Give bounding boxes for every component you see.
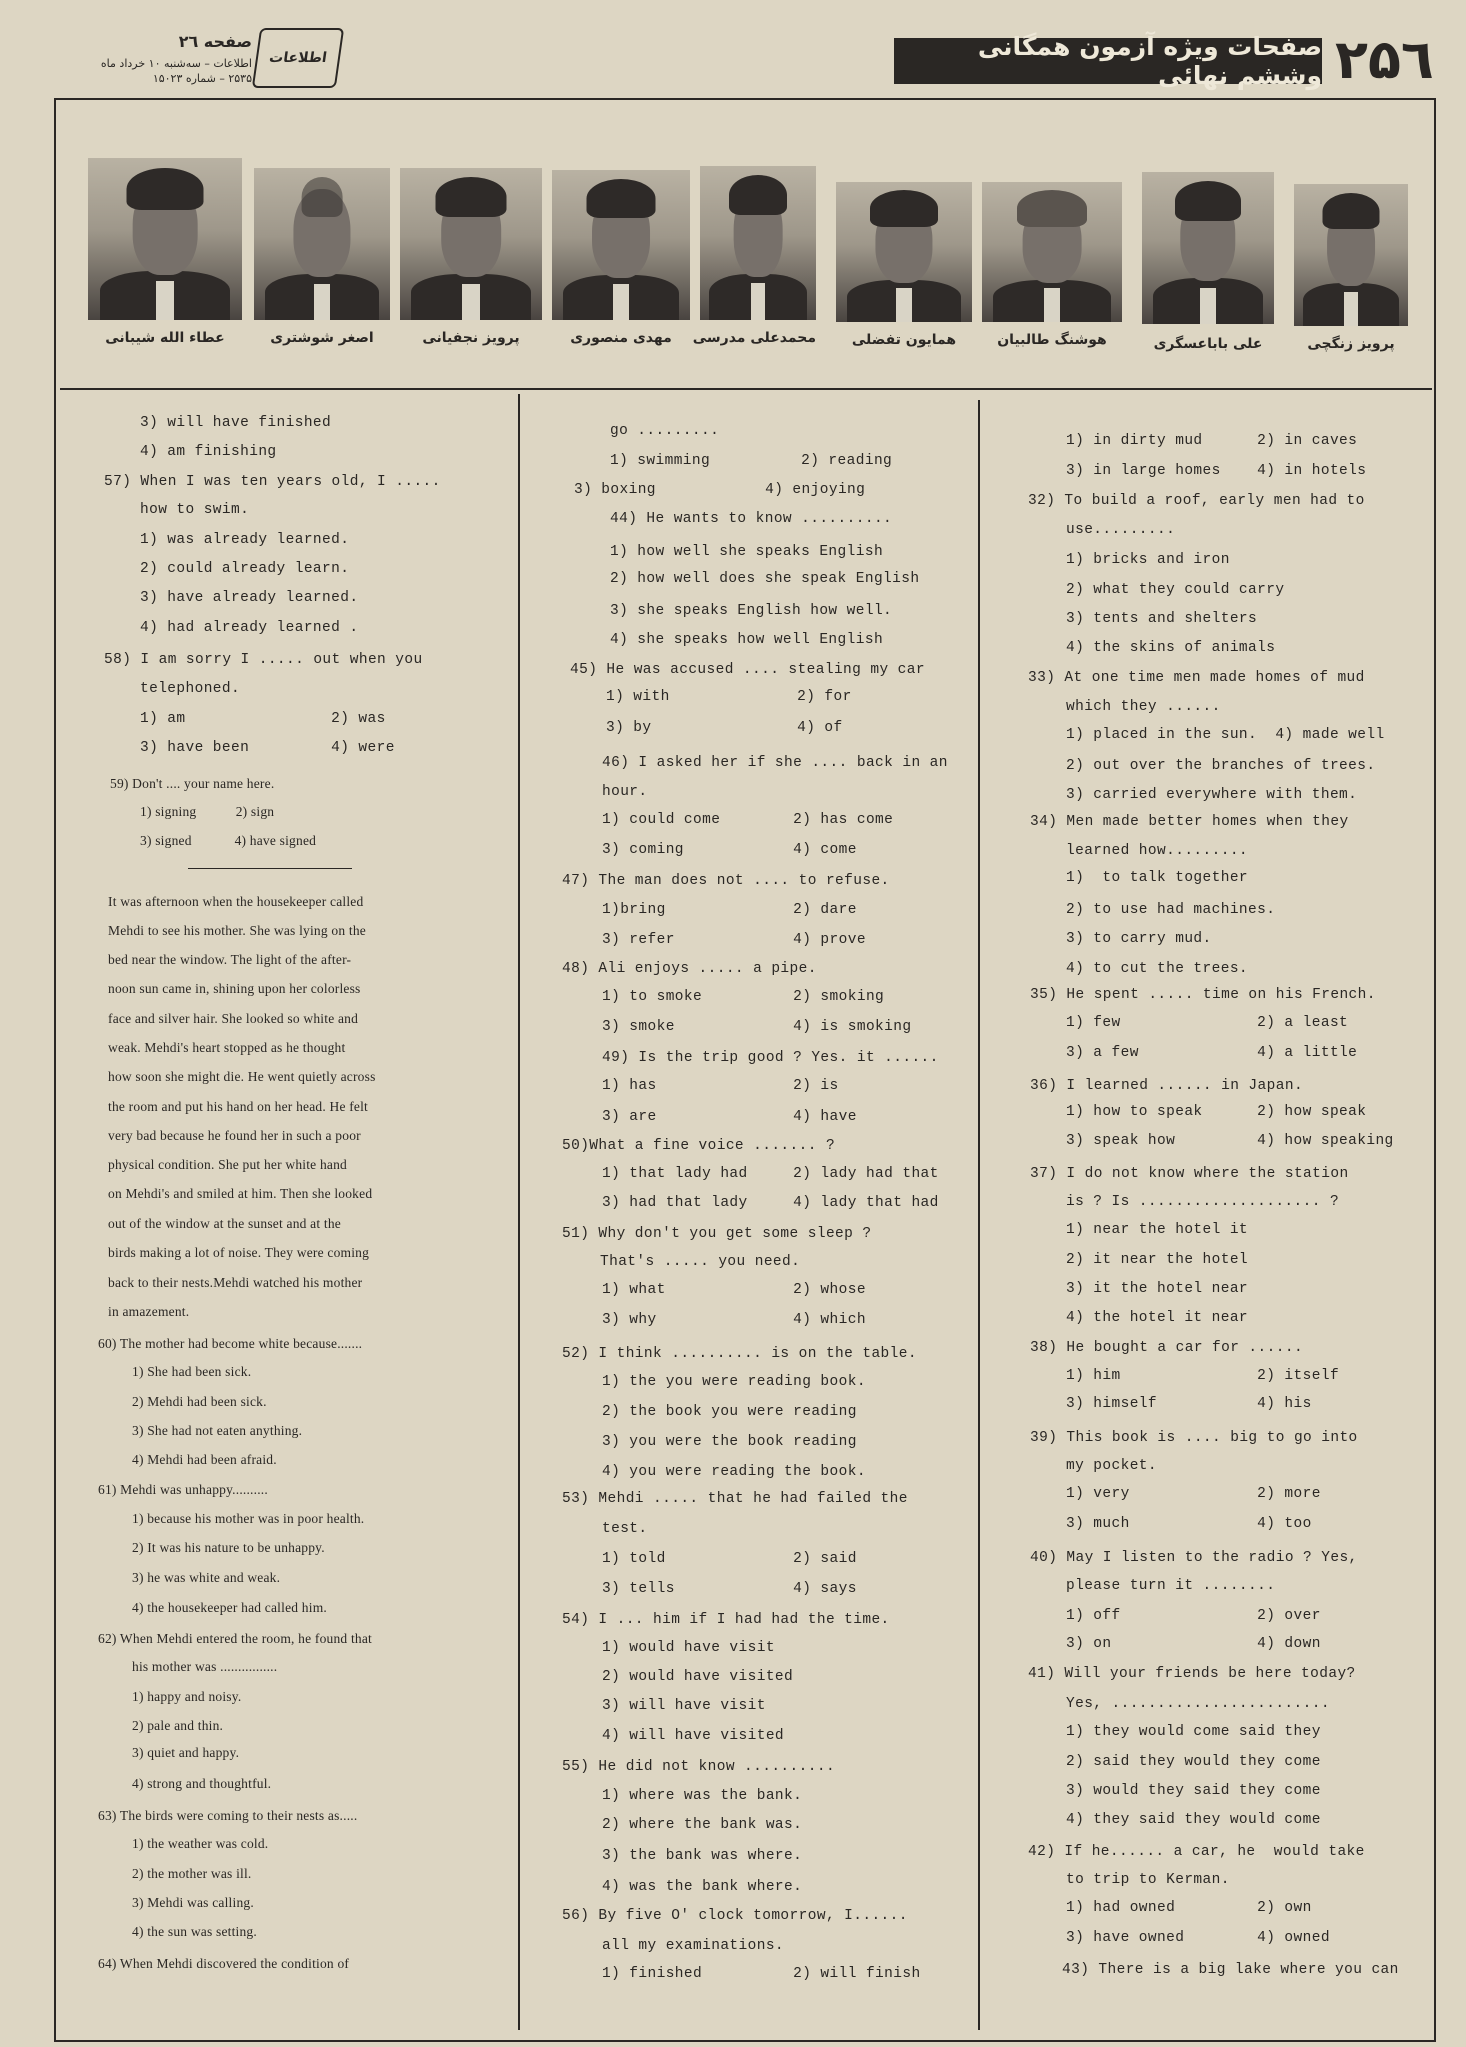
exam-text-line: 1) had owned 2) own (1066, 1900, 1312, 1916)
exam-text-line: 1) happy and noisy. (132, 1689, 242, 1704)
exam-text-line: 4) the hotel it near (1066, 1310, 1249, 1326)
teacher-name: هوشنگ طالبیان (997, 332, 1107, 348)
exam-text-line: 2) how well does she speak English (610, 571, 920, 587)
exam-text-line: 3) you were the book reading (602, 1434, 857, 1450)
teacher-name: همایون تفضلی (851, 332, 957, 348)
exam-text-line: 2) Mehdi had been sick. (132, 1394, 267, 1409)
exam-text-line: which they ...... (1066, 699, 1221, 715)
exam-text-line: 3) refer 4) prove (602, 932, 866, 948)
exam-text-line: 42) If he...... a car, he would take (1028, 1844, 1365, 1860)
exam-text-line: 1) because his mother was in poor health. (132, 1511, 365, 1526)
exam-text-line: That's ..... you need. (600, 1254, 801, 1270)
teacher-name: علی باباعسگری (1153, 336, 1263, 352)
newspaper-number: ٢۵٣۵ – شماره ١۵٠٢٣ (152, 72, 252, 85)
teacher-card (982, 182, 1122, 348)
exam-text-line: 1) how well she speaks English (610, 544, 884, 560)
exam-text-line: in amazement. (108, 1304, 190, 1319)
exam-text-line: 2) the book you were reading (602, 1404, 857, 1420)
exam-text-line: 62) When Mehdi entered the room, he found that (98, 1631, 372, 1646)
exam-text-line: noon sun came in, shining upon her colorless (108, 981, 361, 996)
teacher-name: اصغر شوشتری (270, 330, 374, 346)
teacher-photo (88, 158, 242, 320)
exam-text-line: 45) He was accused .... stealing my car (570, 662, 925, 678)
exam-text-line: 3) coming 4) come (602, 842, 857, 858)
exam-text-line: 4) will have visited (602, 1728, 785, 1744)
exam-text-line: 3) Mehdi was calling. (132, 1895, 254, 1910)
exam-text-line: 3) tells 4) says (602, 1581, 857, 1597)
exam-text-line: 3) tents and shelters (1066, 611, 1258, 627)
exam-text-line: 1) placed in the sun. 4) made well (1066, 727, 1385, 743)
exam-text-line: 4) the sun was setting. (132, 1924, 257, 1939)
exam-text-line: 4) the skins of animals (1066, 640, 1276, 656)
exam-text-line: Mehdi to see his mother. She was lying on the (108, 923, 366, 938)
exam-text-line: 33) At one time men made homes of mud (1028, 670, 1365, 686)
column-divider (978, 400, 980, 2030)
exam-text-line: 3) have been 4) were (140, 740, 395, 756)
exam-text-line: 3) the bank was where. (602, 1848, 803, 1864)
exam-text-line: 1) that lady had 2) lady had that (602, 1166, 939, 1182)
exam-text-line: 34) Men made better homes when they (1030, 814, 1349, 830)
exam-text-line: 55) He did not know .......... (562, 1759, 836, 1775)
exam-text-line: 3) speak how 4) how speaking (1066, 1133, 1394, 1149)
exam-text-line: 51) Why don't you get some sleep ? (562, 1226, 872, 1242)
exam-text-line: 48) Ali enjoys ..... a pipe. (562, 961, 817, 977)
exam-text-line: 2) could already learn. (140, 561, 350, 577)
exam-text-line: 4) she speaks how well English (610, 632, 884, 648)
exam-text-line: learned how......... (1066, 843, 1249, 859)
exam-text-line: 3) smoke 4) is smoking (602, 1019, 912, 1035)
exam-text-line: telephoned. (140, 681, 241, 697)
exam-text-line: the room and put his hand on her head. He felt (108, 1099, 369, 1114)
exam-text-line: 44) He wants to know .......... (610, 511, 893, 527)
teacher-name: مهدی منصوری (570, 330, 672, 346)
exam-text-line: 39) This book is .... big to go into (1030, 1430, 1358, 1446)
exam-text-line: 35) He spent ..... time on his French. (1030, 987, 1376, 1003)
exam-text-line: 4) you were reading the book. (602, 1464, 866, 1480)
exam-text-line: 57) When I was ten years old, I ..... (104, 474, 441, 490)
teacher-name: پرویز نجفیانی (422, 330, 520, 346)
exam-text-line: my pocket. (1066, 1458, 1158, 1474)
exam-text-line: 1) am 2) was (140, 711, 386, 727)
exam-text-line: how soon she might die. He went quietly across (108, 1069, 376, 1084)
exam-text-line: 1) very 2) more (1066, 1486, 1321, 1502)
logo-text: اطلاعات (268, 50, 328, 66)
exam-text-line: 3) much 4) too (1066, 1516, 1312, 1532)
exam-text-line: 1) they would come said they (1066, 1724, 1321, 1740)
newspaper-logo (252, 28, 344, 88)
exam-text-line: how to swim. (140, 502, 250, 518)
exam-text-line: 46) I asked her if she .... back in an (602, 755, 948, 771)
newspaper-masthead (30, 28, 340, 98)
exam-text-line: 53) Mehdi ..... that he had failed the (562, 1491, 908, 1507)
exam-text-line: 1) has 2) is (602, 1078, 839, 1094)
exam-text-line: 1) in dirty mud 2) in caves (1066, 433, 1358, 449)
teacher-name: عطاء الله شیبانی (105, 330, 225, 346)
exam-text-line: to trip to Kerman. (1066, 1872, 1230, 1888)
teacher-card (88, 158, 242, 346)
exam-text-line: 1) told 2) said (602, 1551, 857, 1567)
exam-text-line: 1) could come 2) has come (602, 812, 894, 828)
exam-text-line: 2) where the bank was. (602, 1817, 803, 1833)
teacher-card (552, 170, 690, 346)
horizontal-rule (60, 388, 1432, 390)
teacher-photo (1142, 172, 1274, 324)
exam-text-line: 1) off 2) over (1066, 1608, 1321, 1624)
exam-text-line: 3) She had not eaten anything. (132, 1423, 303, 1438)
exam-text-line: 54) I ... him if I had had the time. (562, 1612, 890, 1628)
exam-text-line: 4) strong and thoughtful. (132, 1776, 272, 1791)
teacher-photo (552, 170, 690, 320)
exam-text-line: back to their nests.Mehdi watched his mother (108, 1275, 363, 1290)
exam-text-line: 1) finished 2) will finish (602, 1966, 921, 1982)
teacher-card (692, 166, 816, 346)
exam-text-line: 3) signed 4) have signed (140, 833, 317, 848)
exam-text-line: 2) it near the hotel (1066, 1252, 1249, 1268)
exam-text-line: 2) the mother was ill. (132, 1866, 252, 1881)
teacher-photo (700, 166, 816, 320)
teacher-photo-row (82, 152, 1414, 352)
exam-text-line: 4) Mehdi had been afraid. (132, 1452, 277, 1467)
exam-text-line: 52) I think .......... is on the table. (562, 1346, 917, 1362)
teacher-card (254, 168, 390, 346)
column-divider (518, 394, 520, 2030)
exam-text-line: his mother was ................ (132, 1659, 278, 1674)
exam-text-line: 1) with 2) for (606, 689, 852, 705)
newspaper-meta (22, 56, 252, 86)
teacher-card (1294, 184, 1408, 352)
exam-text-line: 3) had that lady 4) lady that had (602, 1195, 939, 1211)
exam-text-line: 2) what they could carry (1066, 582, 1285, 598)
exam-text-line: 3) he was white and weak. (132, 1570, 281, 1585)
exam-text-line: please turn it ........ (1066, 1578, 1276, 1594)
exam-text-line: 3) she speaks English how well. (610, 603, 893, 619)
exam-text-line: 1) to talk together (1066, 870, 1249, 886)
exam-text-line: 56) By five O' clock tomorrow, I...... (562, 1908, 908, 1924)
exam-text-line: weak. Mehdi's heart stopped as he thought (108, 1040, 346, 1055)
teacher-name: پرویز زنگچی (1307, 336, 1395, 352)
exam-text-line: 1) to smoke 2) smoking (602, 989, 885, 1005)
exam-text-line: all my examinations. (602, 1938, 785, 1954)
exam-text-line: 1) the weather was cold. (132, 1836, 269, 1851)
exam-text-line: test. (602, 1521, 648, 1537)
exam-text-line: 3) in large homes 4) in hotels (1066, 463, 1367, 479)
exam-text-line: 3) a few 4) a little (1066, 1045, 1358, 1061)
teacher-photo (836, 182, 972, 322)
exam-text-line: 3) quiet and happy. (132, 1745, 240, 1760)
exam-text-line: 3) to carry mud. (1066, 931, 1212, 947)
exam-text-line: 4) they said they would come (1066, 1812, 1321, 1828)
exam-text-line: 3) it the hotel near (1066, 1281, 1249, 1297)
exam-text-line: 1) the you were reading book. (602, 1374, 866, 1390)
exam-text-line: bed near the window. The light of the after- (108, 952, 352, 967)
exam-text-line: go ......... (610, 423, 720, 439)
exam-text-line: 1) was already learned. (140, 532, 350, 548)
passage-separator (188, 868, 352, 869)
exam-text-line: 4) am finishing (140, 444, 277, 460)
exam-text-line: is ? Is .................... ? (1066, 1194, 1340, 1210)
exam-text-line: 3) why 4) which (602, 1312, 866, 1328)
exam-text-line: 3) will have finished (140, 415, 332, 431)
exam-text-line: 3) have already learned. (140, 590, 359, 606)
exam-text-line: 1)bring 2) dare (602, 902, 857, 918)
exam-text-line: 47) The man does not .... to refuse. (562, 873, 890, 889)
page-label: صفحه ٢٦ (178, 32, 252, 51)
exam-text-line: 4) had already learned . (140, 620, 359, 636)
exam-text-line: 3) will have visit (602, 1698, 766, 1714)
exam-text-line: 1) him 2) itself (1066, 1368, 1340, 1384)
exam-text-line: 2) pale and thin. (132, 1718, 224, 1733)
teacher-photo (1294, 184, 1408, 326)
exam-text-line: 61) Mehdi was unhappy.......... (98, 1482, 268, 1497)
exam-text-line: 40) May I listen to the radio ? Yes, (1030, 1550, 1358, 1566)
teacher-name: محمدعلی مدرسی (692, 330, 816, 346)
exam-text-line: 36) I learned ...... in Japan. (1030, 1078, 1304, 1094)
exam-text-line: 2) out over the branches of trees. (1066, 758, 1376, 774)
exam-text-line: It was afternoon when the housekeeper called (108, 894, 364, 909)
exam-text-line: Yes, ........................ (1066, 1696, 1330, 1712)
exam-text-line: face and silver hair. She looked so white and (108, 1011, 359, 1026)
teacher-photo (400, 168, 542, 320)
exam-text-line: 41) Will your friends be here today? (1028, 1666, 1356, 1682)
exam-text-line: 1) would have visit (602, 1640, 775, 1656)
exam-text-line: 3) carried everywhere with them. (1066, 787, 1358, 803)
exam-text-line: 3) on 4) down (1066, 1636, 1321, 1652)
exam-text-line: 1) what 2) whose (602, 1282, 866, 1298)
exam-text-line: 59) Don't .... your name here. (110, 776, 275, 791)
exam-text-line: 3) boxing 4) enjoying (574, 482, 866, 498)
exam-text-line: 1) She had been sick. (132, 1364, 252, 1379)
exam-text-line: birds making a lot of noise. They were coming (108, 1245, 370, 1260)
exam-text-line: 1) signing 2) sign (140, 804, 275, 819)
teacher-photo (254, 168, 390, 320)
exam-text-line: 2) to use had machines. (1066, 902, 1276, 918)
exam-text-line: use......... (1066, 522, 1176, 538)
exam-text-line: 37) I do not know where the station (1030, 1166, 1349, 1182)
exam-text-line: 32) To build a roof, early men had to (1028, 493, 1365, 509)
exam-text-line: out of the window at the sunset and at the (108, 1216, 341, 1231)
exam-text-line: 1) swimming 2) reading (610, 453, 893, 469)
exam-text-line: 1) bricks and iron (1066, 552, 1230, 568)
exam-text-line: 58) I am sorry I ..... out when you (104, 652, 423, 668)
exam-text-line: 1) few 2) a least (1066, 1015, 1349, 1031)
exam-text-line: 50)What a fine voice ....... ? (562, 1138, 836, 1154)
exam-text-line: 1) where was the bank. (602, 1788, 803, 1804)
exam-text-line: 3) have owned 4) owned (1066, 1930, 1330, 1946)
exam-text-line: 60) The mother had become white because....... (98, 1336, 363, 1351)
exam-text-line: 64) When Mehdi discovered the condition of (98, 1956, 350, 1971)
teacher-card (1142, 172, 1274, 352)
teacher-card (400, 168, 542, 346)
exam-text-line: 63) The birds were coming to their nests as..... (98, 1808, 358, 1823)
exam-text-line: 1) how to speak 2) how speak (1066, 1104, 1367, 1120)
issue-number: ٢۵٦ (1335, 28, 1434, 91)
exam-text-line: 43) There is a big lake where you can (1062, 1962, 1399, 1978)
exam-text-line: 2) It was his nature to be unhappy. (132, 1540, 325, 1555)
exam-text-line: 4) to cut the trees. (1066, 961, 1249, 977)
exam-text-line: 1) near the hotel it (1066, 1222, 1249, 1238)
exam-text-line: hour. (602, 784, 648, 800)
teacher-photo (982, 182, 1122, 322)
exam-text-line: 2) said they would they come (1066, 1754, 1321, 1770)
exam-text-line: 4) was the bank where. (602, 1879, 803, 1895)
exam-text-line: 4) the housekeeper had called him. (132, 1600, 327, 1615)
exam-text-line: 2) would have visited (602, 1669, 794, 1685)
exam-text-line: physical condition. She put her white hand (108, 1157, 347, 1172)
newspaper-date: اطلاعات – سه‌شنبه ١٠ خرداد ماه (100, 57, 252, 70)
exam-text-line: very bad because he found her in such a poor (108, 1128, 361, 1143)
exam-text-line: 38) He bought a car for ...... (1030, 1340, 1304, 1356)
exam-text-line: 3) himself 4) his (1066, 1396, 1312, 1412)
exam-text-line: 49) Is the trip good ? Yes. it ...... (602, 1050, 939, 1066)
section-banner: صفحات ویژه آزمون همگانی وششم نهائی (894, 38, 1322, 84)
teacher-card (836, 182, 972, 348)
exam-text-line: 3) would they said they come (1066, 1783, 1321, 1799)
exam-text-line: on Mehdi's and smiled at him. Then she looked (108, 1186, 373, 1201)
exam-text-line: 3) by 4) of (606, 720, 843, 736)
exam-text-line: 3) are 4) have (602, 1109, 857, 1125)
